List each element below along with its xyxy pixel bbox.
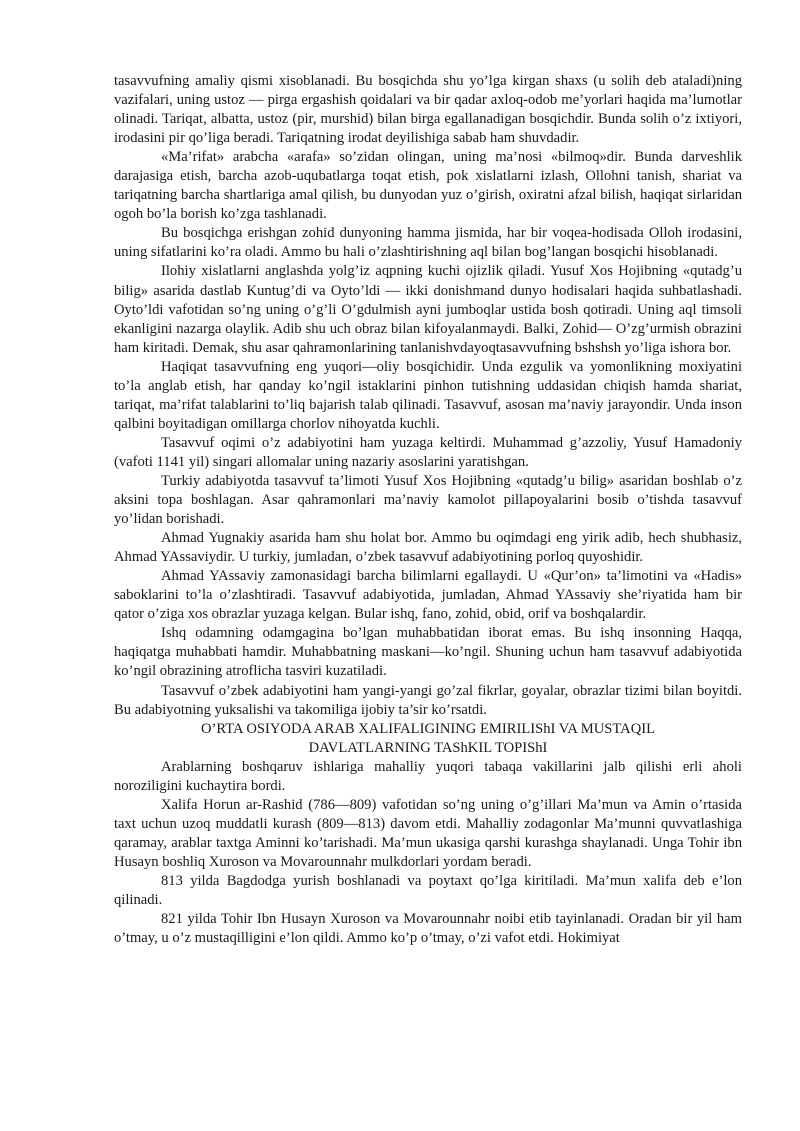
paragraph-zohid: Bu bosqichga erishgan zohid dunyoning hamma jismida, har bir voqea-hodisada Olloh irodasini, uning sifatlarini ko’ra oladi. Ammo bu hali o’zlashtirishning aql bilan bog’langan bosqichi hisoblanadi.	[114, 225, 742, 261]
paragraph-813-yil: 813 yilda Bagdodga yurish boshlanadi va poytaxt qo’lga kiritiladi. Ma’mun xalifa deb e’lon qilinadi.	[114, 872, 742, 909]
paragraph-ahmad-yassaviy: Ahmad YAssaviy zamonasidagi barcha bilimlarni egallaydi. U «Qur’on» ta’limotini va «Hadis» saboklarini to’la o’zlashtiradi. Tasavvuf adabiyotida, jumladan, Ahmad YAssaviy she’riyatida ham bir qator o’ziga xos obrazlar yuzaga kelgan. Bular ishq, fano, zohid, obid, orif va boshqalardir.	[114, 568, 742, 623]
paragraph-turkiy-adabiyot: Turkiy adabiyotda tasavvuf ta’limoti Yusuf Xos Hojibning «qutadg’u bilig» asaridan boshlab o’z aksini topa boshlagan. Asar qahramonlari ma’naviy kamolot pillapoyalarini bosib o’tishda tasavvuf yo’lidan borishadi.	[114, 472, 742, 528]
section-heading	[114, 720, 742, 758]
paragraph-821-yil: 821 yilda Tohir Ibn Husayn Xuroson va Movarounnahr noibi etib tayinlanadi. Oradan bir yil ham o’tmay, u o’z mustaqilligini e’lon qildi. Ammo ko’p o’tmay, o’zi vafot etdi. Hokimiyat	[114, 911, 742, 947]
paragraph-tasavvuf-oqimi: Tasavvuf oqimi o’z adabiyotini ham yuzaga keltirdi. Muhammad g’azzoliy, Yusuf Hamadoniy (vafoti 1141 yil) singari allomalar uning nazariy asoslarini yaratishgan.	[114, 434, 742, 470]
paragraph-tariqat-continuation: tasavvufning amaliy qismi xisoblanadi. Bu bosqichda shu yo’lga kirgan shaxs (u solih deb ataladi)ning vazifalari, uning ustoz — pirga ergashish qoidalari va bir qadar axloq-odob me’yorlari haqida ma’lumotlar olinadi. Tariqat, albatta, ustoz (pir, murshid) bilan birga egallanadigan bosqichdir. Bunda solih o’z ixtiyori, irodasini pir qo’liga beradi. Tariqatning irodat deyilishiga sabab ham shuvdadir.	[114, 73, 742, 147]
paragraph-tasavvuf-boyitdi: Tasavvuf o’zbek adabiyotini ham yangi-yangi go’zal fikrlar, goyalar, obrazlar tizimi bilan boyitdi. Bu adabiyotning yuksalishi va takomiliga ijobiy ta’sir ko’rsatdi.	[114, 682, 742, 718]
paragraph-haqiqat: Haqiqat tasavvufning eng yuqori—oliy bosqichidir. Unda ezgulik va yomonlikning moxiyatini to’la anglab etish, har qanday ko’ngil istaklarini pinhon tutishning uddasidan chiqish hamda shariat, tariqat, ma’rifat talablarini to’liq bajarish talab qilinadi. Tasavvuf, asosan ma’naviy jarayondir. Unda inson qalbini boyitadigan omillarga chorlov nihoyatda kuchli.	[114, 358, 742, 432]
section-heading-line2: DAVLATLARNING TAShKIL TOPIShI	[308, 739, 548, 756]
paragraph-ishq: Ishq odamning odamgagina bo’lgan muhabbatidan iborat emas. Bu ishq insonning Haqqa, haqiqatga muhabbati hamdir. Muhabbatning maskani—ko’ngil. Shuning uchun ham tasavvuf adabiyotida ko’ngil obrazining atroflicha tasviri kuzatiladi.	[114, 625, 742, 680]
paragraph-marifat: «Ma’rifat» arabcha «arafa» so’zidan olingan, uning ma’nosi «bilmoq»dir. Bunda darveshlik darajasiga etish, barcha azob-uqubatlarga toqat etish, pok xislatlarni izlash, Ollohni tanish, shariat va tariqatning barcha shartlariga amal qilish, bu dunyodan yuz o’girish, oxiratni afzal bilish, haqiqat sirlaridan ogoh bo’la borish ko’zga tashlanadi.	[114, 149, 742, 223]
paragraph-horun-ar-rashid: Xalifa Horun ar-Rashid (786—809) vafotidan so’ng uning o’g’illari Ma’mun va Amin o’rtasida taxt uchun uzoq muddatli kurash (809—813) davom etdi. Mahalliy zodagonlar Ma’munni quvvatlashiga qaramay, arablar taxtga Aminni ko’tarishadi. Ma’mun ukasiga qarshi kurashga shaylanadi. Unga Tohir ibn Husayn boshliq Xuroson va Movarounnahr mulkdorlari yordam beradi.	[114, 796, 742, 870]
document-page	[114, 72, 742, 948]
paragraph-arablar-boshqaruvi: Arablarning boshqaruv ishlariga mahalliy yuqori tabaqa vakillarini jalb qilishi erli aholi noroziligini kuchaytira bordi.	[114, 758, 742, 794]
paragraph-ilohiy-xislatlar: Ilohiy xislatlarni anglashda yolg’iz aqpning kuchi ojizlik qiladi. Yusuf Xos Hojibning «qutadg’u bilig» asarida dastlab Kuntug’di va Oyto’ldi — ikki donishmand dunyo hodisalari haqida suhbatlashadi. Oyto’ldi vafotidan so’ng uning o’g’li O’gdulmish ayni jumboqlar ustida bosh qotiradi. Uning aql timsoli ekanligini nazarga olaylik. Adib shu uch obraz bilan kifoyalanmaydi. Balki, Zohid— O’zg’urmish obrazini ham kiritadi. Demak, shu asar qahramonlarining tanlanishvdayoqtasavvufning bshshsh yo’liga ishora bor.	[114, 263, 742, 356]
paragraph-ahmad-yugnakiy: Ahmad Yugnakiy asarida ham shu holat bor. Ammo bu oqimdagi eng yirik adib, hech shubhasiz, Ahmad YAssaviydir. U turkiy, jumladan, o’zbek tasavvuf adabiyotining porloq quyoshidir.	[114, 530, 742, 566]
section-heading-line1: O’RTA OSIYODA ARAB XALIFALIGINING EMIRILIShI VA MUSTAQIL	[200, 720, 656, 737]
